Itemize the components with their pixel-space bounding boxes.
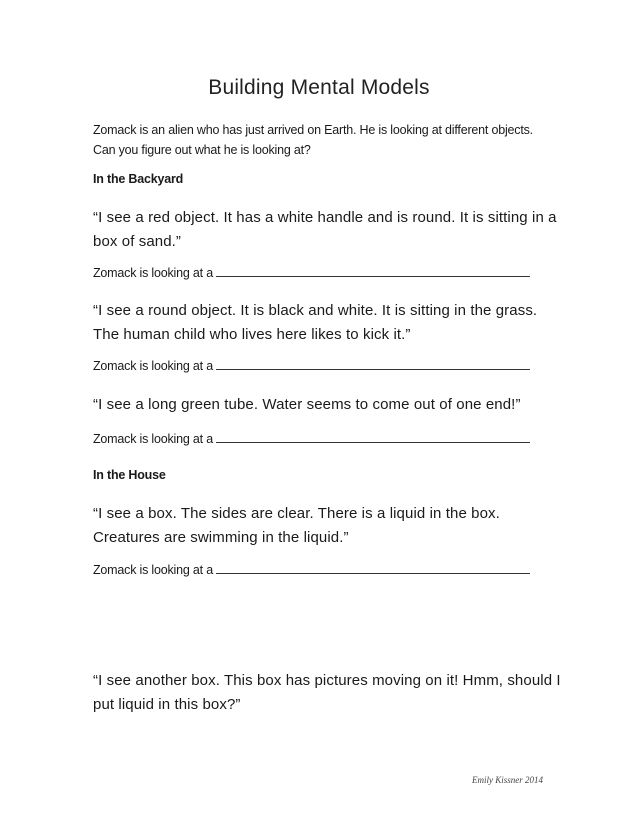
quote-house-1: “I see a box. The sides are clear. There is a liquid in the box. Creatures are swimming in the liquid.” xyxy=(93,505,500,546)
page-title: Building Mental Models xyxy=(208,76,430,99)
answer-label: Zomack is looking at a xyxy=(93,563,213,577)
quote-backyard-3: “I see a long green tube. Water seems to come out of one end!” xyxy=(93,396,521,413)
answer-label: Zomack is looking at a xyxy=(93,266,213,280)
intro-paragraph: Zomack is an alien who has just arrived on Earth. He is looking at different objects. Can you figure out what he is looking at? xyxy=(93,123,533,157)
answer-line-backyard-3 xyxy=(93,429,530,446)
answer-line-backyard-2 xyxy=(93,356,530,373)
answer-blank[interactable] xyxy=(216,263,530,277)
quote-house-2: “I see another box. This box has pictures moving on it! Hmm, should I put liquid in this box?” xyxy=(93,672,561,713)
answer-blank[interactable] xyxy=(216,356,530,370)
answer-line-house-1 xyxy=(93,560,530,577)
quote-backyard-1: “I see a red object. It has a white handle and is round. It is sitting in a box of sand.” xyxy=(93,209,557,250)
section-heading-backyard: In the Backyard xyxy=(93,172,184,186)
answer-label: Zomack is looking at a xyxy=(93,359,213,373)
answer-line-backyard-1 xyxy=(93,263,530,280)
answer-blank[interactable] xyxy=(216,560,530,574)
section-heading-house: In the House xyxy=(93,468,166,482)
quote-backyard-2: “I see a round object. It is black and white. It is sitting in the grass. The human child who lives here likes to kick it.” xyxy=(93,302,538,343)
answer-blank[interactable] xyxy=(216,429,530,443)
answer-label: Zomack is looking at a xyxy=(93,432,213,446)
author-credit: Emily Kissner 2014 xyxy=(472,775,543,785)
